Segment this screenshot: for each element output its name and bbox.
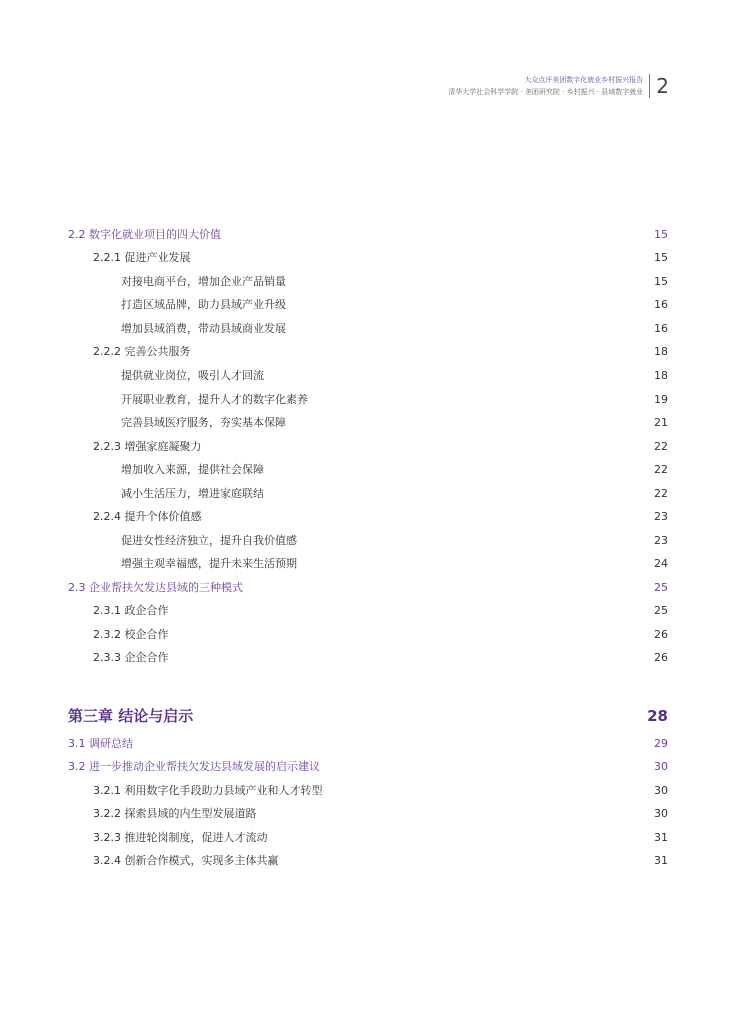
toc-entry-title: 3.2.1 利用数字化手段助力县域产业和人才转型: [93, 784, 323, 797]
toc-entry-title: 3.2.3 推进轮岗制度，促进人才流动: [93, 831, 268, 844]
toc-entry[interactable]: [0, 852, 729, 870]
toc-entry-page: 31: [654, 854, 668, 867]
toc-entry-page: 25: [654, 604, 668, 617]
toc-entry-title: 打造区域品牌，助力县域产业升级: [121, 298, 286, 311]
toc-entry-title: 减小生活压力，增进家庭联结: [121, 487, 264, 500]
toc-entry[interactable]: [0, 735, 729, 753]
toc-entry[interactable]: [0, 485, 729, 503]
page-header: [448, 74, 669, 98]
toc-entry-page: 21: [654, 416, 668, 429]
toc-entry[interactable]: [0, 829, 729, 847]
toc-entry-title: 对接电商平台，增加企业产品销量: [121, 275, 286, 288]
toc-entry-page: 22: [654, 487, 668, 500]
toc-entry-title: 2.2 数字化就业项目的四大价值: [68, 228, 221, 241]
toc-chapter-entry[interactable]: [0, 705, 729, 727]
toc-entry-title: 2.3.2 校企合作: [93, 628, 169, 641]
toc-entry[interactable]: [0, 226, 729, 244]
toc-entry[interactable]: [0, 414, 729, 432]
toc-entry-page: 16: [654, 298, 668, 311]
toc-entry-title: 增强主观幸福感，提升未来生活预期: [121, 557, 297, 570]
toc-entry-page: 16: [654, 322, 668, 335]
toc-entry-page: 22: [654, 463, 668, 476]
toc-entry-title: 促进女性经济独立，提升自我价值感: [121, 534, 297, 547]
toc-entry-title: 3.2 进一步推动企业帮扶欠发达县域发展的启示建议: [68, 760, 320, 773]
toc-entry-page: 22: [654, 440, 668, 453]
toc-entry-title: 2.2.4 提升个体价值感: [93, 510, 202, 523]
toc-entry[interactable]: [0, 602, 729, 620]
header-divider: [649, 74, 650, 98]
toc-entry-title: 2.2.2 完善公共服务: [93, 345, 191, 358]
toc-entry-title: 3.2.4 创新合作模式，实现多主体共赢: [93, 854, 279, 867]
header-report-title: 大众点评美团数字化就业乡村振兴报告: [524, 76, 644, 84]
toc-entry-title: 增加收入来源，提供社会保障: [121, 463, 264, 476]
toc-entry-page: 15: [654, 251, 668, 264]
toc-entry-title: 2.2.3 增强家庭凝聚力: [93, 440, 202, 453]
toc-entry[interactable]: [0, 626, 729, 644]
toc-entry[interactable]: [0, 758, 729, 776]
toc-entry[interactable]: [0, 805, 729, 823]
toc-entry-page: 30: [654, 760, 668, 773]
toc-entry-title: 2.3 企业帮扶欠发达县域的三种模式: [68, 581, 243, 594]
toc-entry-page: 23: [654, 534, 668, 547]
toc-entry-page: 30: [654, 807, 668, 820]
toc-entry-page: 19: [654, 393, 668, 406]
toc-entry-title: 3.2.2 探索县域的内生型发展道路: [93, 807, 257, 820]
toc-entry-page: 24: [654, 557, 668, 570]
toc-entry[interactable]: [0, 249, 729, 267]
toc-entry[interactable]: [0, 438, 729, 456]
toc-entry-title: 提供就业岗位，吸引人才回流: [121, 369, 264, 382]
toc-entry-page: 25: [654, 581, 668, 594]
toc-entry[interactable]: [0, 579, 729, 597]
toc-entry[interactable]: [0, 391, 729, 409]
toc-entry-title: 2.2.1 促进产业发展: [93, 251, 191, 264]
toc-entry[interactable]: [0, 555, 729, 573]
toc-entry[interactable]: [0, 273, 729, 291]
toc-entry[interactable]: [0, 296, 729, 314]
toc-entry-title: 第三章 结论与启示: [68, 707, 194, 725]
toc-entry-page: 18: [654, 345, 668, 358]
toc-entry-page: 23: [654, 510, 668, 523]
toc-entry-page: 15: [654, 275, 668, 288]
header-subtitle: 清华大学社会科学学院 · 美团研究院 · 乡村振兴 · 县域数字就业: [448, 88, 644, 96]
toc-entry[interactable]: [0, 532, 729, 550]
toc-entry[interactable]: [0, 649, 729, 667]
toc-entry[interactable]: [0, 367, 729, 385]
toc-entry-page: 29: [654, 737, 668, 750]
toc-entry-page: 26: [654, 628, 668, 641]
toc-entry-page: 18: [654, 369, 668, 382]
toc-entry-title: 开展职业教育，提升人才的数字化素养: [121, 393, 308, 406]
toc-entry-title: 增加县域消费，带动县域商业发展: [121, 322, 286, 335]
toc-entry[interactable]: [0, 508, 729, 526]
toc-entry[interactable]: [0, 343, 729, 361]
toc-entry-page: 28: [647, 707, 668, 725]
toc-entry-title: 3.1 调研总结: [68, 737, 133, 750]
toc-entry-page: 15: [654, 228, 668, 241]
toc-entry[interactable]: [0, 320, 729, 338]
toc-entry-title: 完善县域医疗服务，夯实基本保障: [121, 416, 286, 429]
toc-entry-page: 31: [654, 831, 668, 844]
toc-entry[interactable]: [0, 782, 729, 800]
toc-entry-page: 26: [654, 651, 668, 664]
page-number: 2: [656, 74, 669, 98]
toc-entry-page: 30: [654, 784, 668, 797]
toc-entry[interactable]: [0, 461, 729, 479]
toc-entry-title: 2.3.3 企企合作: [93, 651, 169, 664]
toc-entry-title: 2.3.1 政企合作: [93, 604, 169, 617]
header-text: [448, 74, 643, 98]
